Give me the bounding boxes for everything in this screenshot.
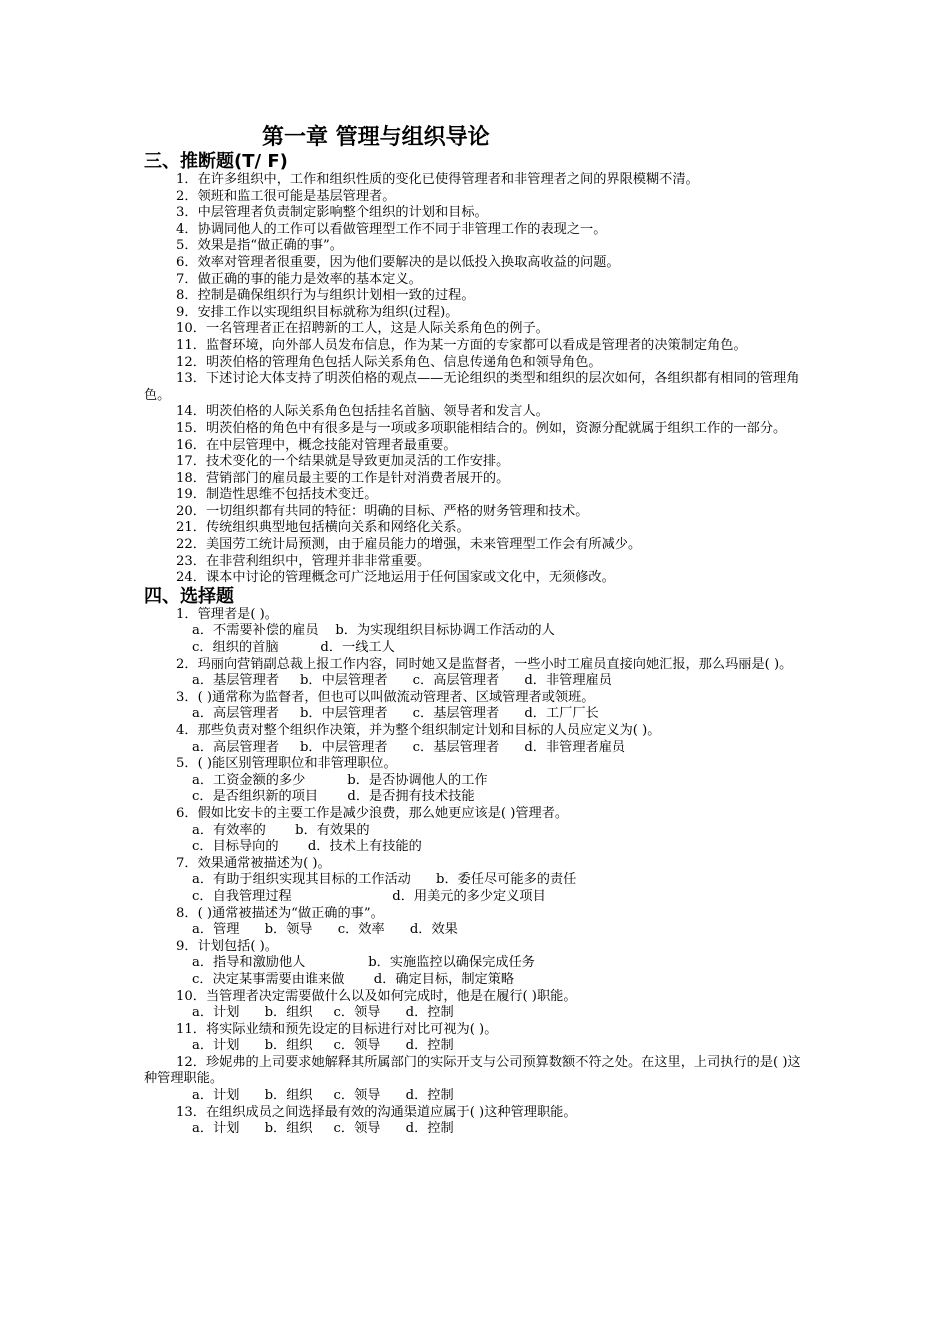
question-text: 10．当管理者决定需要做什么以及如何完成时，他是在履行( )职能。 <box>176 988 577 1004</box>
question-options: a．管理 b．领导 c．效率 d．效果 <box>192 922 458 938</box>
question-text: 4．那些负责对整个组织作决策，并为整个组织制定计划和目标的人员应定义为( )。 <box>176 723 661 738</box>
question-options: a．计划 b．组织 c．领导 d．控制 <box>192 1005 454 1021</box>
tf-item: 10．一名管理者正在招聘新的工人，这是人际关系角色的例子。 <box>176 321 549 337</box>
question-options: c．目标导向的 d．技术上有技能的 <box>192 839 422 855</box>
question-text: 1．管理者是( )。 <box>176 606 278 622</box>
question-options: a．计划 b．组织 c．领导 d．控制 <box>192 1121 454 1137</box>
tf-item: 5．效果是指“做正确的事”。 <box>176 238 343 254</box>
question-options: a．基层管理者 b．中层管理者 c．高层管理者 d．非管理雇员 <box>192 673 612 689</box>
tf-item: 2．领班和监工很可能是基层管理者。 <box>176 188 396 204</box>
multiple-choice-list <box>144 607 808 1138</box>
tf-item: 14．明茨伯格的人际关系角色包括挂名首脑、领导者和发言人。 <box>176 404 549 420</box>
question-options: c．决定某事需要由谁来做 d．确定目标，制定策略 <box>192 971 515 987</box>
question-text: 6．假如比安卡的主要工作是减少浪费，那么她更应该是( )管理者。 <box>176 805 569 821</box>
tf-item: 16．在中层管理中，概念技能对管理者最重要。 <box>176 437 457 453</box>
question-options: c．是否组织新的项目 d．是否拥有技术技能 <box>192 789 475 805</box>
question-text: 7．效果通常被描述为( )。 <box>176 855 331 871</box>
question-options: a．高层管理者 b．中层管理者 c．基层管理者 d．工厂厂长 <box>192 706 599 722</box>
tf-item: 15．明茨伯格的角色中有很多是与一项或多项职能相结合的。例如，资源分配就属于组织工作的一部分。 <box>176 420 787 436</box>
question-text: 8．( )通常被描述为“做正确的事”。 <box>176 905 384 921</box>
question-options: a．计划 b．组织 c．领导 d．控制 <box>192 1038 454 1054</box>
question-options: a．有效率的 b．有效果的 <box>192 822 370 838</box>
tf-item: 6．效率对管理者很重要，因为他们要解决的是以低投入换取高收益的问题。 <box>176 254 620 270</box>
question-options: a．有助于组织实现其目标的工作活动 b．委任尽可能多的责任 <box>192 872 577 888</box>
tf-item: 22．美国劳工统计局预测，由于雇员能力的增强，未来管理型工作会有所减少。 <box>176 537 642 553</box>
document-page <box>144 124 808 1138</box>
question-text: 12．珍妮弗的上司要求她解释其所属部门的实际开支与公司预算数额不符之处。在这里，上司执行的是( )这种管理职能。 <box>144 1054 801 1087</box>
tf-item: 17．技术变化的一个结果就是导致更加灵活的工作安排。 <box>176 454 510 470</box>
tf-item: 23．在非营利组织中，管理并非非常重要。 <box>176 553 431 569</box>
tf-item: 4．协调同他人的工作可以看做管理型工作不同于非管理工作的表现之一。 <box>176 221 607 237</box>
tf-item: 20．一切组织都有共同的特征：明确的目标、严格的财务管理和技术。 <box>176 503 589 519</box>
question-text: 11．将实际业绩和预先设定的目标进行对比可视为( )。 <box>176 1021 498 1037</box>
tf-item: 1．在许多组织中，工作和组织性质的变化已使得管理者和非管理者之间的界限模糊不清。 <box>176 172 699 187</box>
tf-item: 19．制造性思维不包括技术变迁。 <box>176 487 378 503</box>
section-heading-multiple-choice: 四、选择题 <box>144 585 234 607</box>
section-heading-true-false: 三、推断题(T/ F) <box>144 151 288 172</box>
tf-item: 3．中层管理者负责制定影响整个组织的计划和目标。 <box>176 205 488 221</box>
question-options: a．工资金额的多少 b．是否协调他人的工作 <box>192 772 488 788</box>
tf-item: 12．明茨伯格的管理角色包括人际关系角色、信息传递角色和领导角色。 <box>176 354 602 370</box>
question-text: 3．( )通常称为监督者，但也可以叫做流动管理者、区域管理者或领班。 <box>176 689 595 705</box>
chapter-title: 第一章 管理与组织导论 <box>262 125 490 150</box>
true-false-list <box>144 172 808 587</box>
question-options: a．指导和激励他人 b．实施监控以确保完成任务 <box>192 955 535 971</box>
question-text: 13．在组织成员之间选择最有效的沟通渠道应属于( )这种管理职能。 <box>176 1104 577 1120</box>
tf-item: 18．营销部门的雇员最主要的工作是针对消费者展开的。 <box>176 470 510 486</box>
tf-item: 24．课本中讨论的管理概念可广泛地运用于任何国家或文化中，无须修改。 <box>176 570 615 586</box>
question-text: 9．计划包括( )。 <box>176 938 278 954</box>
question-text: 5．( )能区别管理职位和非管理职位。 <box>176 756 397 772</box>
tf-item: 11．监督环境，向外部人员发布信息，作为某一方面的专家都可以看成是管理者的决策制定角色。 <box>176 337 747 353</box>
question-text: 2．玛丽向营销副总裁上报工作内容，同时她又是监督者，一些小时工雇员直接向她汇报，那么玛丽是( )。 <box>176 656 793 672</box>
tf-item: 7．做正确的事的能力是效率的基本定义。 <box>176 271 422 287</box>
question-options: a．计划 b．组织 c．领导 d．控制 <box>192 1088 454 1104</box>
question-options: c．组织的首脑 d．一线工人 <box>192 640 395 656</box>
question-options: a．不需要补偿的雇员 b．为实现组织目标协调工作活动的人 <box>192 623 555 639</box>
tf-item: 13．下述讨论大体支持了明茨伯格的观点——无论组织的类型和组织的层次如何，各组织都有相同的管理角色。 <box>144 371 800 403</box>
tf-item: 9．安排工作以实现组织目标就称为组织(过程)。 <box>176 304 459 320</box>
question-options: c．自我管理过程 d．用美元的多少定义项目 <box>192 888 546 904</box>
tf-item: 21．传统组织典型地包括横向关系和网络化关系。 <box>176 520 470 536</box>
tf-item: 8．控制是确保组织行为与组织计划相一致的过程。 <box>176 288 475 304</box>
question-options: a．高层管理者 b．中层管理者 c．基层管理者 d．非管理者雇员 <box>192 739 626 755</box>
